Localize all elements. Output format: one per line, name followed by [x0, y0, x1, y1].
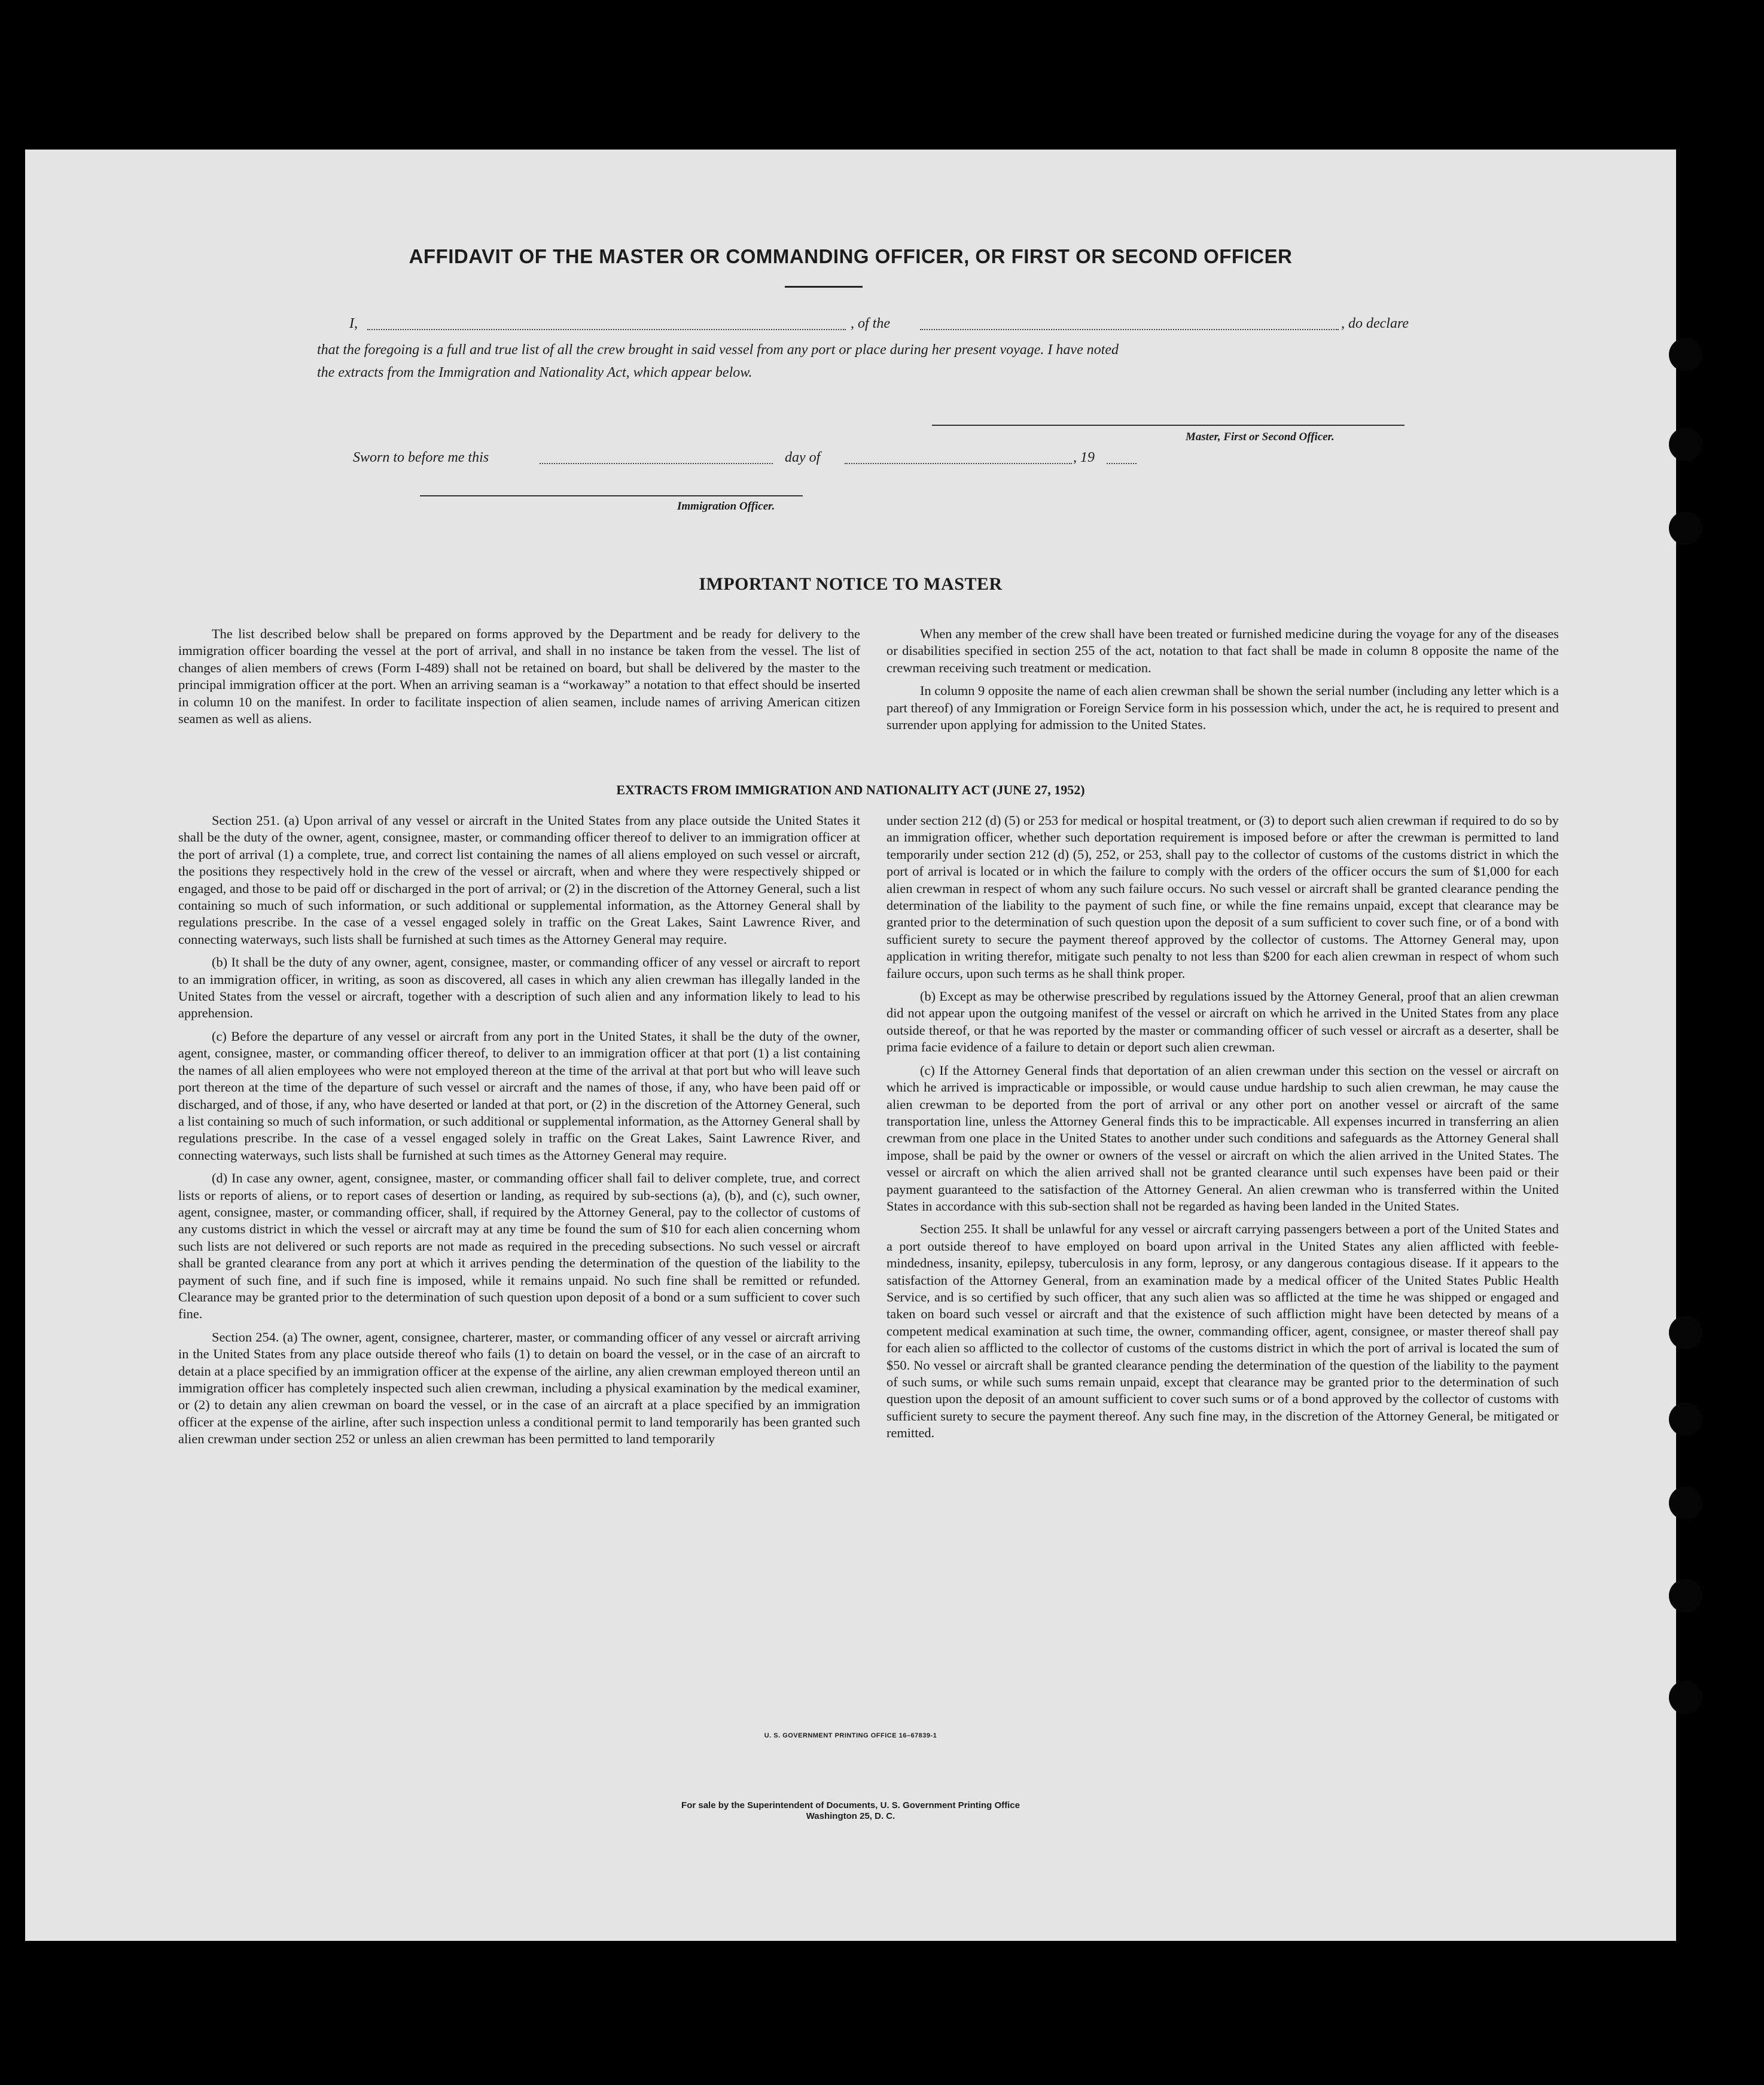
gpo-imprint: U. S. GOVERNMENT PRINTING OFFICE 16–67839-1: [764, 1732, 937, 1739]
affidavit-of-the-label: , of the: [851, 316, 890, 331]
punch-hole: [1669, 1316, 1702, 1349]
notice-paragraph: In column 9 opposite the name of each alien crewman shall be shown the serial number (including any letter which is a part thereof) of any Immigration or Foreign Service form in his possession which, under the act, he is required to present and surrender upon applying for admission to the United States.: [886, 683, 1559, 733]
notice-right-column: [886, 626, 1559, 739]
act-section: (b) Except as may be otherwise prescribed by regulations issued by the Attorney General, proof that an alien crewman did not appear upon the outgoing manifest of the vessel or aircraft on which he arrived in the United States from any place outside thereof, or that he was reported by the master or commanding officer of such vessel or aircraft as a deserter, shall be prima facie evidence of a failure to detain or deport such alien crewman.: [886, 989, 1559, 1055]
affidavit-i-label: I,: [349, 316, 358, 331]
vessel-field[interactable]: [920, 329, 1339, 330]
punch-hole: [1669, 338, 1702, 371]
punch-hole: [1669, 1579, 1702, 1612]
notice-paragraph: When any member of the crew shall have been treated or furnished medicine during the voyage for any of the diseases or disabilities specified in section 255 of the act, notation to that fact shall be made in column 8 opposite the name of the crewman receiving such treatment or medication.: [886, 626, 1559, 675]
extracts-title: EXTRACTS FROM IMMIGRATION AND NATIONALITY ACT (JUNE 27, 1952): [616, 782, 1085, 797]
sale-notice: [25, 1800, 1676, 1822]
act-section: under section 212 (d) (5) or 253 for medical or hospital treatment, or (3) to deport such alien crewman if required to do so by an immigration officer, whether such deportation requirement is imposed before or after the crewman is permitted to land temporarily under section 212 (d) (5), 252, or 253, shall pay to the collector of customs of the customs district in which the port of arrival is located or in which the failure to comply with the orders of the officer occurs the sum of $1,000 for each alien crewman in respect of whom any such failure occurs. No such vessel or aircraft shall be granted clearance pending the determination of the liability to the payment of such fine, or while the fine remains unpaid, except that clearance may be granted prior to the determination of such question upon the deposit of a sum sufficient to cover such fine, or of a bond with sufficient surety to secure the payment thereof approved by the collector of customs. The Attorney General may, upon application in writing therefor, mitigate such penalty to not less than $200 for each alien crewman in respect of whom such failure occurs, upon such terms as he shall think proper.: [886, 813, 1559, 981]
act-section: Section 251. (a) Upon arrival of any vessel or aircraft in the United States from any place outside the United States it shall be the duty of the owner, agent, consignee, master, or commanding officer thereof to deliver to an immigration officer at the port of arrival (1) a complete, true, and correct list containing the names of all aliens employed on such vessel or aircraft, the positions they respectively hold in the crew of the vessel or aircraft, when and where they were respectively shipped or engaged, and those to be paid off or discharged in the port of arrival; or (2) in the discretion of the Attorney General, such a list containing so much of such information, or such additional or supplemental information, as the Attorney General shall by regulations prescribe. In the case of a vessel engaged solely in traffic on the Great Lakes, Saint Lawrence River, and connecting waterways, such lists shall be furnished at such times as the Attorney General may require.: [178, 813, 860, 947]
notice-paragraph: The list described below shall be prepared on forms approved by the Department and be ready for delivery to the immigration officer boarding the vessel at the port of arrival, and shall in no instance be taken from the vessel. The list of changes of alien members of crews (Form I-489) shall not be retained on board, but shall be delivered by the master to the principal immigration officer at the port. When an arriving seaman is a “workaway” a notation to that effect should be inserted in column 10 on the manifest. In order to facilitate inspection of alien seamen, include names of arriving American citizen seamen as well as aliens.: [178, 626, 860, 727]
punch-hole: [1669, 1681, 1702, 1714]
notice-title: IMPORTANT NOTICE TO MASTER: [699, 574, 1003, 594]
punch-hole: [1669, 1403, 1702, 1436]
year-label: , 19: [1073, 450, 1095, 465]
master-signature-line[interactable]: [932, 425, 1405, 426]
act-section: Section 254. (a) The owner, agent, consignee, charterer, master, or commanding officer of any vessel or aircraft arriving in the United States from any place outside thereof who fails (1) to detain on board the vessel, or in the case of an aircraft to detain at a place specified by an immigration officer at the expense of the airline, any alien crewman employed thereon until an immigration officer has completely inspected such alien crewman, including a physical examination by the medical examiner, or (2) to detain any alien crewman on board the vessel, or in the case of an aircraft at a place specified by an immigration officer at the expense of the airline, after such inspection unless a conditional permit to land temporarily has been granted such alien crewman under section 252 or unless an alien crewman has been permitted to land temporarily: [178, 1329, 860, 1447]
punch-hole: [1669, 511, 1702, 545]
punch-hole: [1669, 1486, 1702, 1520]
act-section: (b) It shall be the duty of any owner, agent, consignee, master, or commanding officer of any vessel or aircraft to report to an immigration officer, in writing, as soon as discovered, all cases in which any alien crewman has illegally landed in the United States from the vessel or aircraft, together with a description of such alien and any information likely to lead to his apprehension.: [178, 955, 860, 1021]
master-signature-label: Master, First or Second Officer.: [1186, 431, 1335, 443]
sworn-label: Sworn to before me this: [353, 450, 489, 465]
act-section: (d) In case any owner, agent, consignee, master, or commanding officer shall fail to deliver complete, true, and correct lists or reports of aliens, or to report cases of desertion or landing, as required by sub-sections (a), (b), and (c), such owner, agent, consignee, master, or commanding officer, shall, if required by the Attorney General, pay to the collector of customs of any customs district in which the vessel or aircraft may at any time be found the sum of $10 for each alien concerning whom such lists are not delivered or such reports are not made as required in the preceding subsections. No such vessel or aircraft shall be granted clearance from any port at which it arrives pending the determination of the question of the liability to the payment of such fine, and if such fine is imposed, while it remains unpaid. No such fine shall be remitted or refunded. Clearance may be granted prior to the determination of such question upon deposit of a bond or a sum sufficient to cover such fine.: [178, 1170, 860, 1322]
extracts-right-column: [886, 812, 1559, 1448]
sworn-month-field[interactable]: [845, 463, 1072, 464]
affidavit-declare-label: , do declare: [1341, 316, 1409, 331]
officer-signature-label: Immigration Officer.: [677, 500, 775, 513]
act-section: (c) Before the departure of any vessel or aircraft from any port in the United States, it shall be the duty of the owner, agent, consignee, master, or commanding officer thereof, to deliver to an immigration officer at that port (1) a list containing the names of all alien employees who were not employed thereon at the time of the arrival at that port but who will leave such port thereon at the time of the departure of such vessel or aircraft and the names of those, if any, who have been paid off or discharged, and of those, if any, who have deserted or landed at that port, or (2) in the discretion of the Attorney General, such a list containing so much of such information, or such additional or supplemental information, as the Attorney General shall by regulations prescribe. In the case of a vessel engaged solely in traffic on the Great Lakes, Saint Lawrence River, and connecting waterways, such lists shall be furnished at such times as the Attorney General may require.: [178, 1028, 860, 1163]
sworn-day-field[interactable]: [540, 463, 773, 464]
punch-hole: [1669, 428, 1702, 461]
extracts-left-column: [178, 812, 860, 1454]
act-section: Section 255. It shall be unlawful for any vessel or aircraft carrying passengers between a port of the United States and a port outside thereof to have employed on board upon arrival in the United States any alien afflicted with feeble-mindedness, insanity, epilepsy, tuberculosis in any form, leprosy, or any dangerous contagious disease. If it appears to the satisfaction of the Attorney General, from an examination made by a medical officer of the United States Public Health Service, and is so certified by such officer, that any such alien was so afflicted at the time he was shipped or engaged and taken on board such vessel or aircraft and that the existence of such affliction might have been detected by means of a competent medical examination at such time, the owner, commanding officer, agent, consignee, or master thereof shall pay for each alien so afflicted to the collector of customs of the customs district in which the port of arrival is located the sum of $50. No vessel or aircraft shall be granted clearance pending the determination of the question of the liability to the payment of such sums, or while such sums remain unpaid, except that clearance may be granted prior to the determination of such question upon the deposit of an amount sufficient to cover such sums or of a bond approved by the collector of customs with sufficient surety to secure the payment thereof. Any such fine may, in the discretion of the Attorney General, be mitigated or remitted.: [886, 1221, 1559, 1441]
affidavit-line-3: the extracts from the Immigration and Nationality Act, which appear below.: [317, 365, 752, 380]
act-section: (c) If the Attorney General finds that deportation of an alien crewman under this section on the vessel or aircraft on which he arrived is impracticable or impossible, or would cause undue hardship to such alien crewman, he may cause the alien crewman to be deported from the port of arrival or any other port on another vessel or aircraft of the same transportation line, unless the Attorney General finds this to be impracticable. All expenses incurred in transferring an alien crewman from one place in the United States to another under such conditions and safeguards as the Attorney General shall impose, shall be paid by the owner or owners of the vessel or aircraft on which the alien arrived in the United States. The vessel or aircraft on which the alien arrived shall not be granted clearance until such expenses have been paid or their payment guaranteed to the satisfaction of the Attorney General. An alien crewman who is transferred within the United States in accordance with this sub-section shall not be regarded as having been landed in the United States.: [886, 1062, 1559, 1214]
sale-line-1: For sale by the Superintendent of Documents, U. S. Government Printing Office: [681, 1800, 1020, 1810]
sworn-year-field[interactable]: [1107, 463, 1137, 464]
notice-left-column: [178, 626, 860, 733]
affidavit-line-2: that the foregoing is a full and true list of all the crew brought in said vessel from any port or place during her present voyage. I have noted: [317, 342, 1119, 358]
name-field[interactable]: [367, 329, 846, 330]
title-rule: [785, 286, 863, 288]
form-page: [25, 150, 1676, 1941]
affidavit-title: AFFIDAVIT OF THE MASTER OR COMMANDING OFFICER, OR FIRST OR SECOND OFFICER: [409, 245, 1293, 267]
officer-signature-line[interactable]: [420, 495, 803, 496]
day-of-label: day of: [785, 450, 821, 465]
sale-line-2: Washington 25, D. C.: [806, 1811, 895, 1821]
